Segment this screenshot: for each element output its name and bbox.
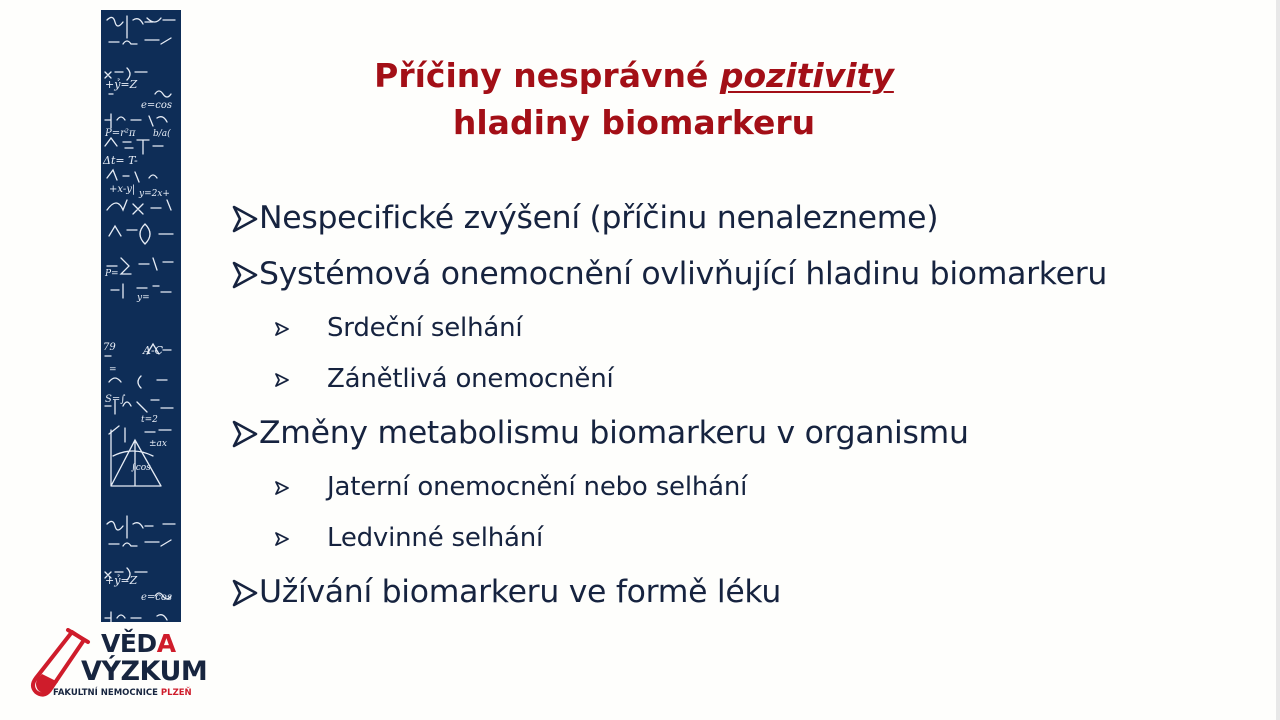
title-line-2: hladiny biomarkeru: [452, 103, 816, 142]
veda-vyzkum-logo: [28, 628, 208, 700]
svg-text:t=2: t=2: [141, 415, 158, 425]
sub-bullet-text: Srdeční selhání: [327, 313, 523, 343]
arrow-bullet-icon: [232, 261, 258, 289]
svg-text:Δt= T-: Δt= T-: [103, 154, 138, 167]
arrow-bullet-icon: [232, 205, 258, 233]
svg-text:P=: P=: [105, 269, 119, 279]
arrow-bullet-icon: [232, 579, 258, 607]
svg-text:79: 79: [103, 342, 116, 353]
svg-text:e=cos: e=cos: [141, 100, 173, 111]
svg-text:+x-y|: +x-y|: [109, 184, 136, 195]
logo-line-1: [101, 629, 176, 658]
svg-text:+ỷ=Z: +ỷ=Z: [105, 574, 138, 587]
svg-text:+ỷ=Z: +ỷ=Z: [105, 78, 138, 91]
math-formulas-decoration: [101, 10, 181, 622]
svg-text:=: =: [109, 365, 117, 375]
slide-edge: [1276, 0, 1280, 720]
svg-text:P=r²π: P=r²π: [105, 128, 136, 139]
slide-title: [300, 52, 968, 146]
math-formula-strip: [101, 10, 181, 622]
title-text-part1: Příčiny nesprávné: [374, 56, 720, 95]
title-emphasis: pozitivity: [719, 56, 894, 95]
logo-text-veda-a: A: [156, 629, 176, 658]
arrow-bullet-icon: [232, 420, 258, 448]
arrow-bullet-icon: [275, 322, 289, 336]
bullet-text: Užívání biomarkeru ve formě léku: [259, 574, 782, 610]
arrow-bullet-icon: [275, 532, 289, 546]
logo-text-veda: VĚD: [101, 629, 157, 658]
sub-bullet-text: Jaterní onemocnění nebo selhání: [327, 472, 748, 502]
logo-line-2: VÝZKUM: [81, 656, 208, 687]
bullet-text: Systémová onemocnění ovlivňující hladinu biomarkeru: [259, 256, 1108, 292]
svg-text:y=: y=: [137, 293, 150, 303]
svg-text:A-C: A-C: [143, 344, 164, 357]
arrow-bullet-icon: [275, 373, 289, 387]
svg-text:∫cos: ∫cos: [131, 463, 151, 473]
svg-text:e=cos: e=cos: [141, 592, 173, 603]
svg-text:y=2x+: y=2x+: [139, 189, 170, 199]
sub-bullet-text: Ledvinné selhání: [327, 523, 544, 553]
logo-subtitle: [53, 688, 192, 698]
svg-text:±ax: ±ax: [149, 439, 167, 449]
bullet-text: Změny metabolismu biomarkeru v organismu: [259, 415, 969, 451]
svg-text:b/a(: b/a(: [153, 129, 171, 139]
arrow-bullet-icon: [275, 481, 289, 495]
logo-subtitle-hospital: FAKULTNÍ NEMOCNICE: [53, 688, 161, 698]
logo-subtitle-city: PLZEŇ: [160, 688, 192, 698]
title-line-1: [300, 52, 968, 99]
svg-text:S=∫: S=∫: [105, 394, 126, 405]
bullet-text: Nespecifické zvýšení (příčinu nenalezneme): [259, 200, 939, 236]
sub-bullet-text: Zánětlivá onemocnění: [327, 364, 614, 394]
